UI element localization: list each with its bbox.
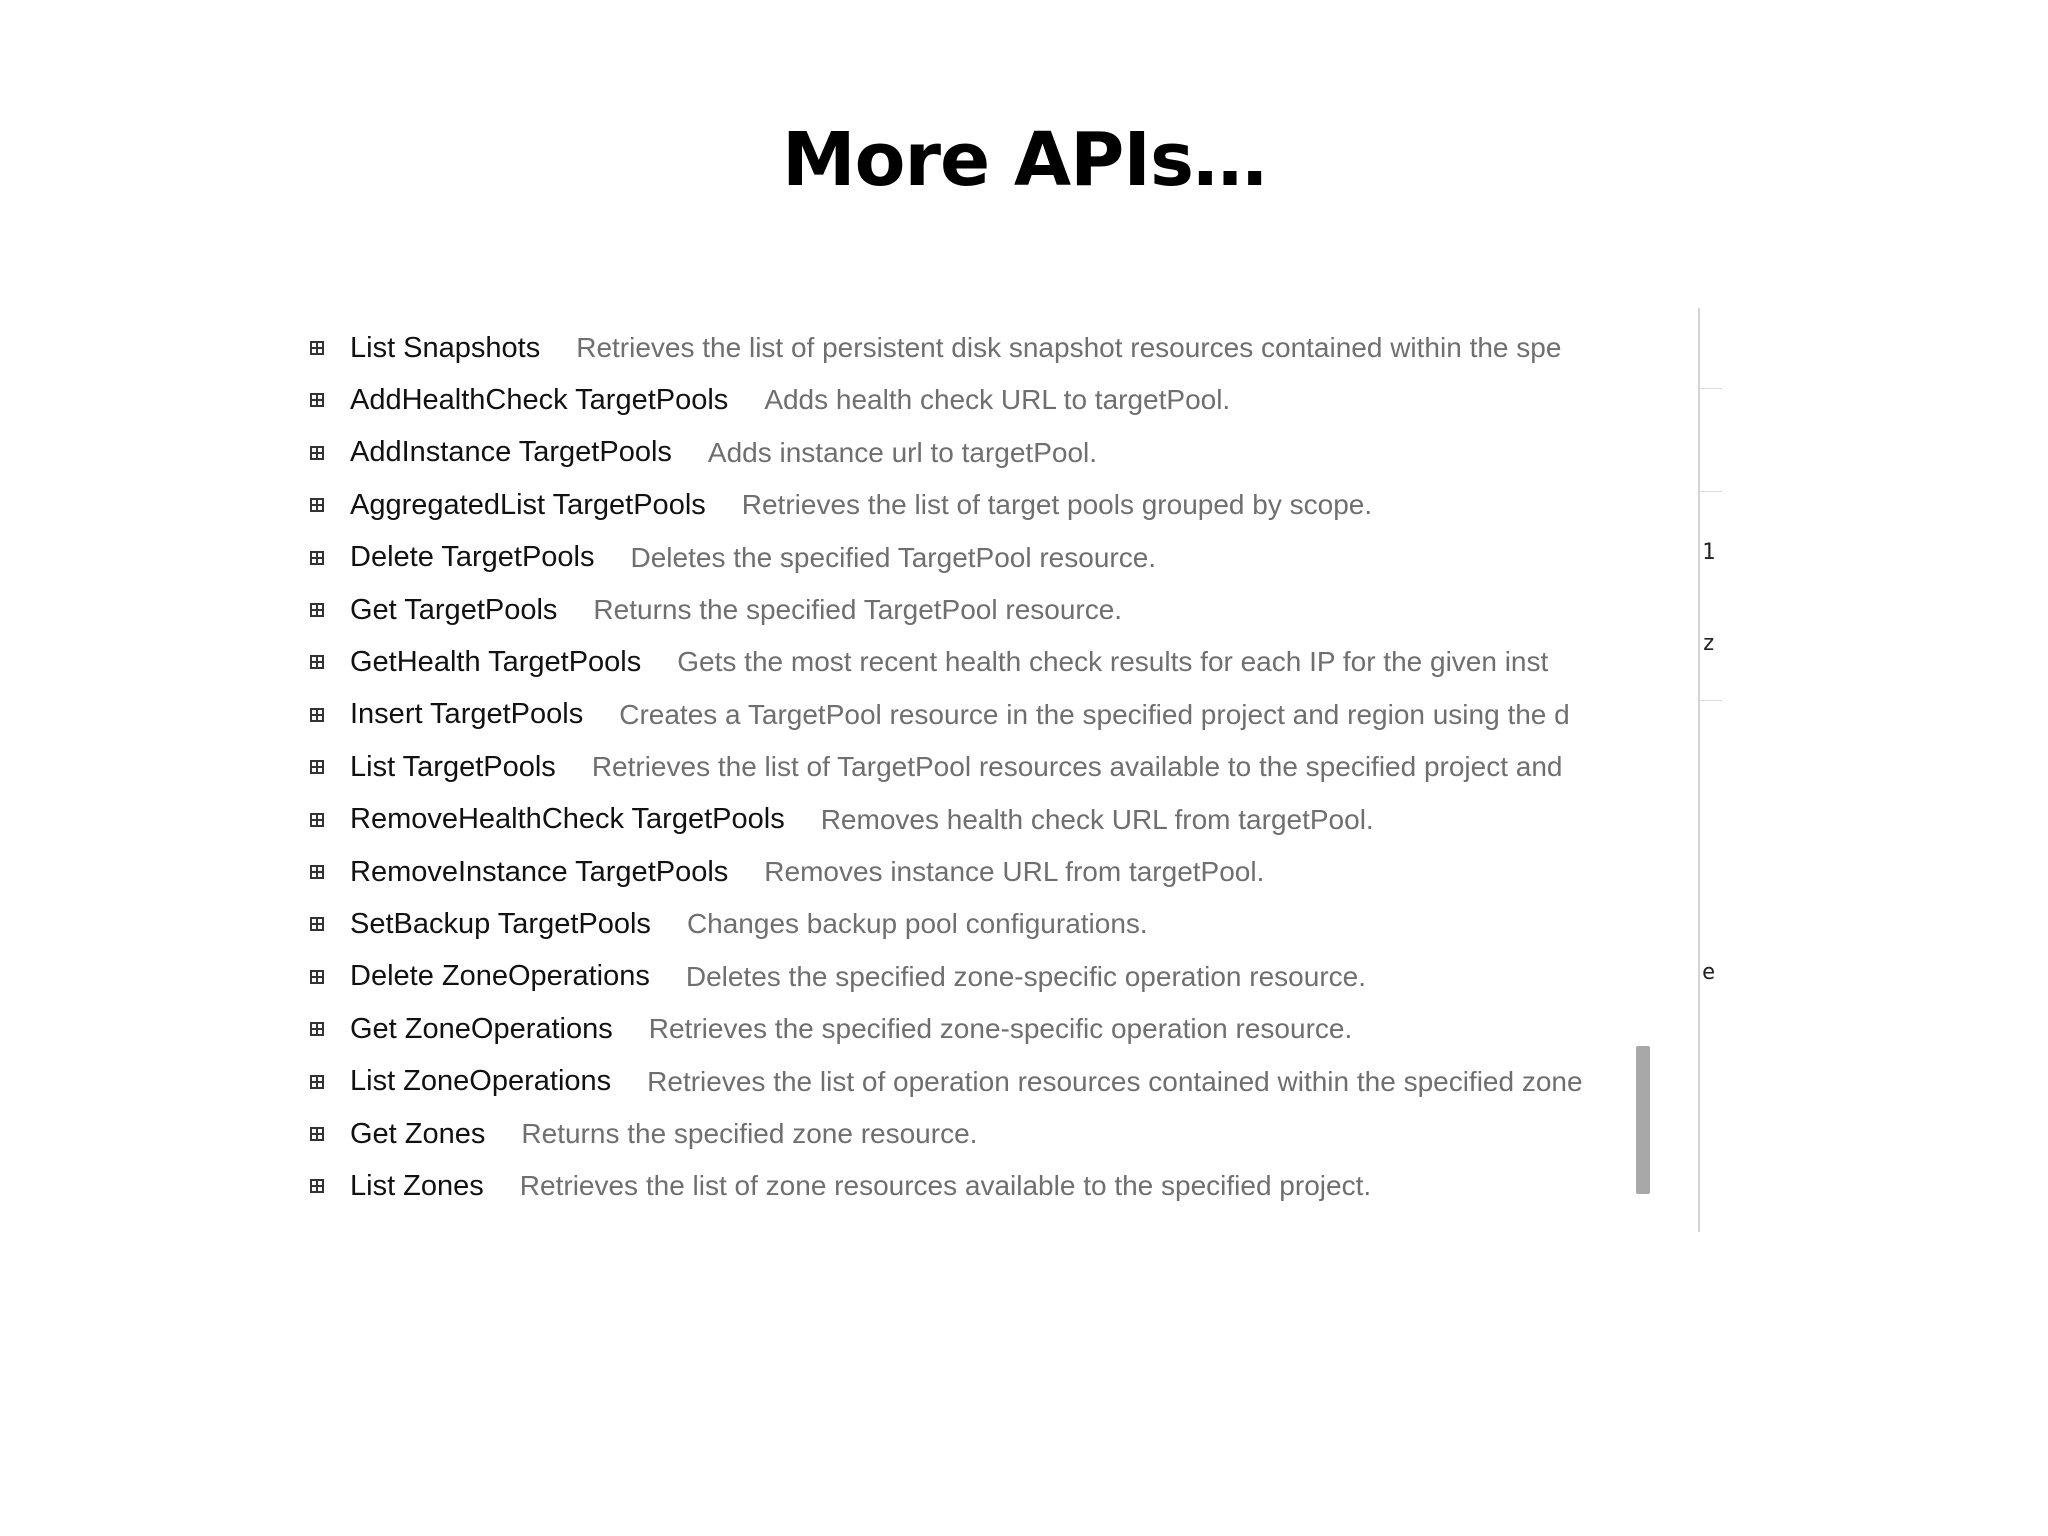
api-list-item[interactable] — [290, 479, 1626, 531]
api-method-description: Retrieves the list of persistent disk snapshot resources contained within the spe — [576, 332, 1562, 363]
api-method-name[interactable]: Delete TargetPools — [350, 541, 595, 574]
api-list-item[interactable] — [290, 1056, 1626, 1108]
api-method-name[interactable]: Get ZoneOperations — [350, 1012, 613, 1045]
api-method-list — [290, 308, 1626, 1228]
expand-icon[interactable] — [310, 655, 324, 669]
api-list-item[interactable] — [290, 689, 1626, 741]
api-method-name[interactable]: Insert TargetPools — [350, 698, 584, 731]
api-list-item[interactable] — [290, 794, 1626, 846]
api-method-description: Deletes the specified zone-specific operation resource. — [685, 960, 1366, 992]
overflow-fade — [1590, 308, 1626, 1228]
api-method-description: Retrieves the list of target pools grouped by scope. — [741, 489, 1373, 521]
expand-icon[interactable] — [310, 498, 324, 512]
api-method-name[interactable]: SetBackup TargetPools — [350, 907, 651, 940]
api-method-name[interactable]: Get TargetPools — [350, 593, 558, 626]
api-list-item[interactable] — [290, 427, 1626, 479]
api-list-item[interactable] — [290, 1108, 1626, 1160]
api-method-description: Retrieves the list of TargetPool resources available to the specified project and — [591, 751, 1563, 783]
expand-icon[interactable] — [310, 446, 324, 460]
expand-icon[interactable] — [310, 813, 324, 827]
expand-icon[interactable] — [310, 341, 324, 355]
api-list-item[interactable] — [290, 532, 1626, 584]
expand-icon[interactable] — [310, 708, 324, 722]
api-method-name[interactable]: AddHealthCheck TargetPools — [350, 383, 729, 416]
api-method-description: Retrieves the list of zone resources available to the specified project. — [519, 1170, 1372, 1202]
page-title: More APIs… — [781, 117, 1266, 203]
right-panel-fragment: 1 — [1702, 540, 1716, 565]
api-list-item[interactable] — [290, 322, 1626, 374]
api-method-description: Retrieves the specified zone-specific operation resource. — [648, 1013, 1353, 1045]
right-panel-divider-line — [1700, 700, 1722, 701]
api-list-item[interactable] — [290, 951, 1626, 1003]
scrollbar-thumb[interactable] — [1636, 1046, 1650, 1194]
api-method-description: Adds instance url to targetPool. — [707, 436, 1098, 468]
api-method-description: Adds health check URL to targetPool. — [764, 384, 1231, 416]
expand-icon[interactable] — [310, 603, 324, 617]
api-method-description: Creates a TargetPool resource in the specified project and region using the d — [619, 698, 1570, 730]
api-method-description: Returns the specified TargetPool resource. — [593, 594, 1123, 625]
api-method-name[interactable]: AddInstance TargetPools — [350, 436, 672, 469]
api-method-name[interactable]: List Snapshots — [350, 331, 541, 364]
expand-icon[interactable] — [310, 551, 324, 565]
expand-icon[interactable] — [310, 1127, 324, 1141]
expand-icon[interactable] — [310, 970, 324, 984]
api-method-description: Removes health check URL from targetPool. — [820, 803, 1374, 835]
api-list-item[interactable] — [290, 846, 1626, 898]
api-method-name[interactable]: AggregatedList TargetPools — [350, 488, 706, 521]
expand-icon[interactable] — [310, 1075, 324, 1089]
api-method-name[interactable]: GetHealth TargetPools — [350, 645, 642, 678]
panel-divider — [1698, 308, 1700, 1232]
api-method-name[interactable]: Get Zones — [350, 1117, 486, 1150]
expand-icon[interactable] — [310, 917, 324, 931]
api-method-name[interactable]: List Zones — [350, 1169, 484, 1202]
api-list-item[interactable] — [290, 584, 1626, 636]
expand-icon[interactable] — [310, 393, 324, 407]
api-list-item[interactable] — [290, 374, 1626, 426]
api-method-description: Gets the most recent health check results for each IP for the given inst — [677, 646, 1549, 678]
api-method-description: Deletes the specified TargetPool resource. — [630, 541, 1157, 573]
expand-icon[interactable] — [310, 760, 324, 774]
expand-icon[interactable] — [310, 1022, 324, 1036]
api-method-name[interactable]: Delete ZoneOperations — [350, 960, 650, 993]
expand-icon[interactable] — [310, 1179, 324, 1193]
right-panel-fragment: e — [1702, 960, 1716, 985]
api-method-name[interactable]: RemoveInstance TargetPools — [350, 855, 729, 888]
right-panel-divider-line — [1700, 491, 1722, 492]
expand-icon[interactable] — [310, 865, 324, 879]
api-list-item[interactable] — [290, 898, 1626, 950]
api-list-item[interactable] — [290, 1003, 1626, 1055]
right-panel-divider-line — [1700, 388, 1722, 389]
api-list-item[interactable] — [290, 636, 1626, 688]
api-method-name[interactable]: RemoveHealthCheck TargetPools — [350, 803, 785, 836]
right-panel-fragment: z — [1702, 631, 1716, 656]
api-list-item[interactable] — [290, 741, 1626, 793]
api-method-name[interactable]: List TargetPools — [350, 750, 556, 783]
api-method-description: Returns the specified zone resource. — [521, 1118, 978, 1149]
api-list-item[interactable] — [290, 1160, 1626, 1212]
api-method-name[interactable]: List ZoneOperations — [350, 1065, 612, 1098]
api-method-description: Changes backup pool configurations. — [686, 908, 1148, 940]
api-method-description: Removes instance URL from targetPool. — [764, 856, 1265, 887]
api-method-description: Retrieves the list of operation resources contained within the specified zone — [647, 1065, 1583, 1097]
api-list-panel — [290, 308, 1716, 1228]
